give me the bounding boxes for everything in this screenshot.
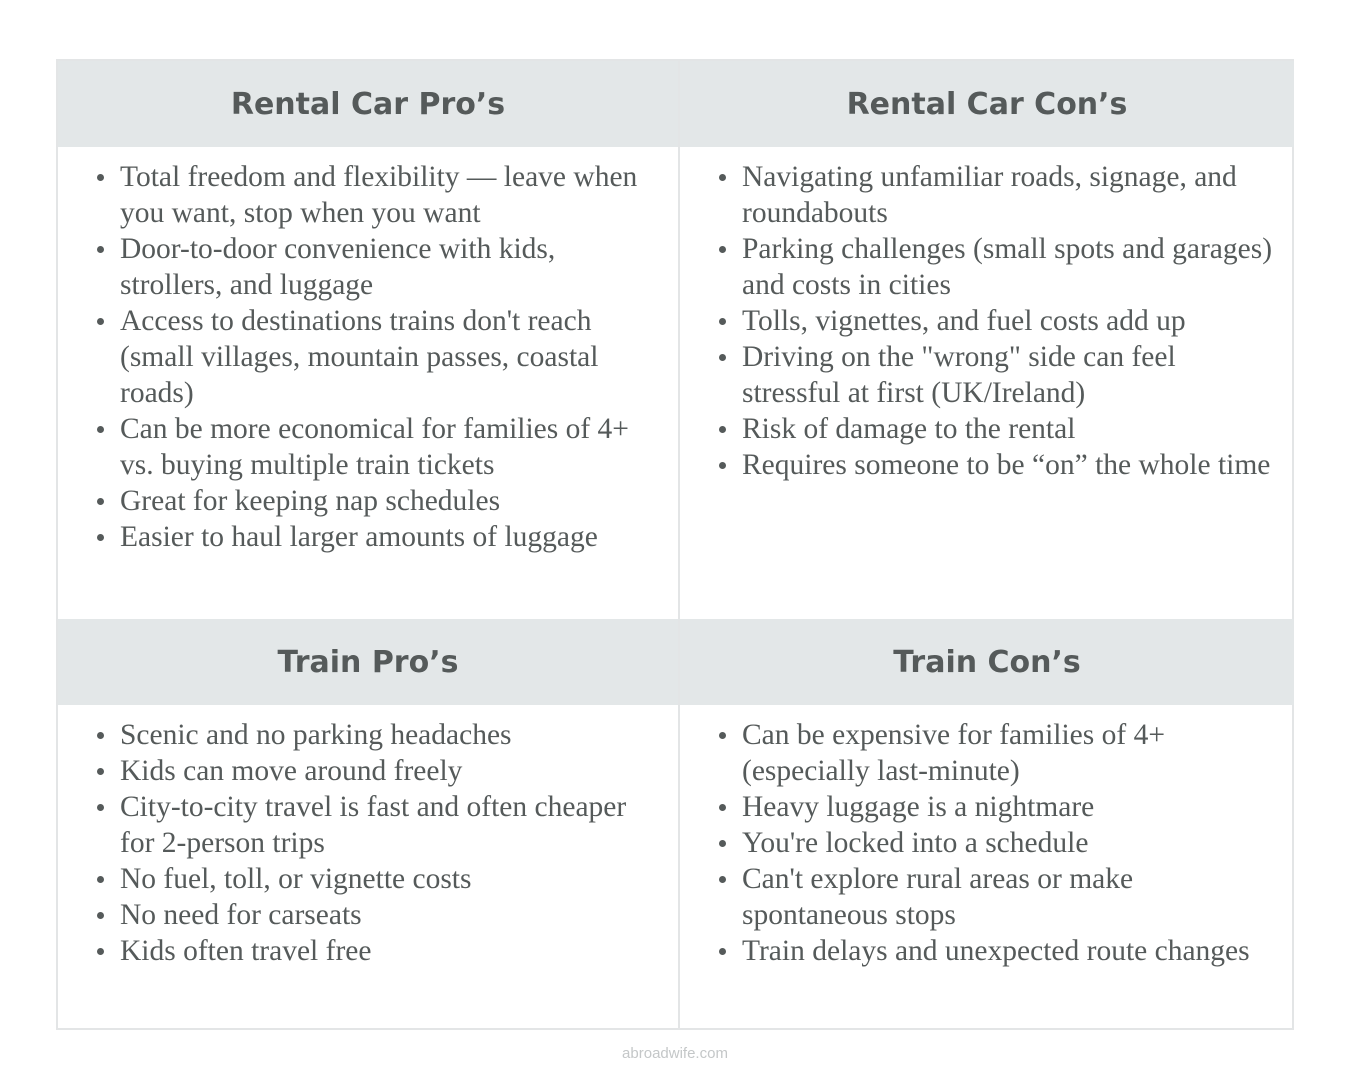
rental-cons-header xyxy=(680,61,1294,147)
list-item: Heavy luggage is a nightmare xyxy=(742,789,1294,825)
list-item: You're locked into a schedule xyxy=(742,825,1294,861)
list-item: Parking challenges (small spots and garages) and costs in cities xyxy=(742,231,1294,303)
list-item: Great for keeping nap schedules xyxy=(120,483,678,519)
list-item: Risk of damage to the rental xyxy=(742,411,1294,447)
rental-pros-title: Rental Car Pro’s xyxy=(230,86,506,122)
train-cons-cell xyxy=(680,705,1294,1030)
list-item: Easier to haul larger amounts of luggage xyxy=(120,519,678,555)
train-pros-list xyxy=(58,717,678,969)
train-pros-header xyxy=(58,619,680,705)
list-item: No need for carseats xyxy=(120,897,678,933)
list-item: Kids can move around freely xyxy=(120,753,678,789)
list-item: Can't explore rural areas or make spontaneous stops xyxy=(742,861,1294,933)
list-item: Total freedom and flexibility — leave when you want, stop when you want xyxy=(120,159,678,231)
list-item: City-to-city travel is fast and often cheaper for 2-person trips xyxy=(120,789,678,861)
rental-cons-list xyxy=(680,159,1294,483)
list-item: Kids often travel free xyxy=(120,933,678,969)
list-item: Scenic and no parking headaches xyxy=(120,717,678,753)
comparison-grid xyxy=(56,59,1294,1030)
list-item: Navigating unfamiliar roads, signage, and roundabouts xyxy=(742,159,1294,231)
train-pros-title: Train Pro’s xyxy=(277,644,459,680)
list-item: Can be more economical for families of 4+ vs. buying multiple train tickets xyxy=(120,411,678,483)
train-cons-list xyxy=(680,717,1294,969)
list-item: Driving on the "wrong" side can feel stressful at first (UK/Ireland) xyxy=(742,339,1294,411)
list-item: Can be expensive for families of 4+ (especially last-minute) xyxy=(742,717,1294,789)
list-item: Door-to-door convenience with kids, strollers, and luggage xyxy=(120,231,678,303)
train-pros-cell xyxy=(58,705,680,1030)
rental-pros-header xyxy=(58,61,680,147)
train-cons-header xyxy=(680,619,1294,705)
list-item: Requires someone to be “on” the whole time xyxy=(742,447,1294,483)
list-item: Access to destinations trains don't reach (small villages, mountain passes, coastal roads) xyxy=(120,303,678,411)
site-footer: abroadwife.com xyxy=(622,1045,728,1062)
rental-cons-cell xyxy=(680,147,1294,619)
rental-pros-list xyxy=(58,159,678,555)
list-item: Tolls, vignettes, and fuel costs add up xyxy=(742,303,1294,339)
list-item: No fuel, toll, or vignette costs xyxy=(120,861,678,897)
train-cons-title: Train Con’s xyxy=(893,644,1081,680)
rental-cons-title: Rental Car Con’s xyxy=(846,86,1128,122)
list-item: Train delays and unexpected route changes xyxy=(742,933,1294,969)
rental-pros-cell xyxy=(58,147,680,619)
